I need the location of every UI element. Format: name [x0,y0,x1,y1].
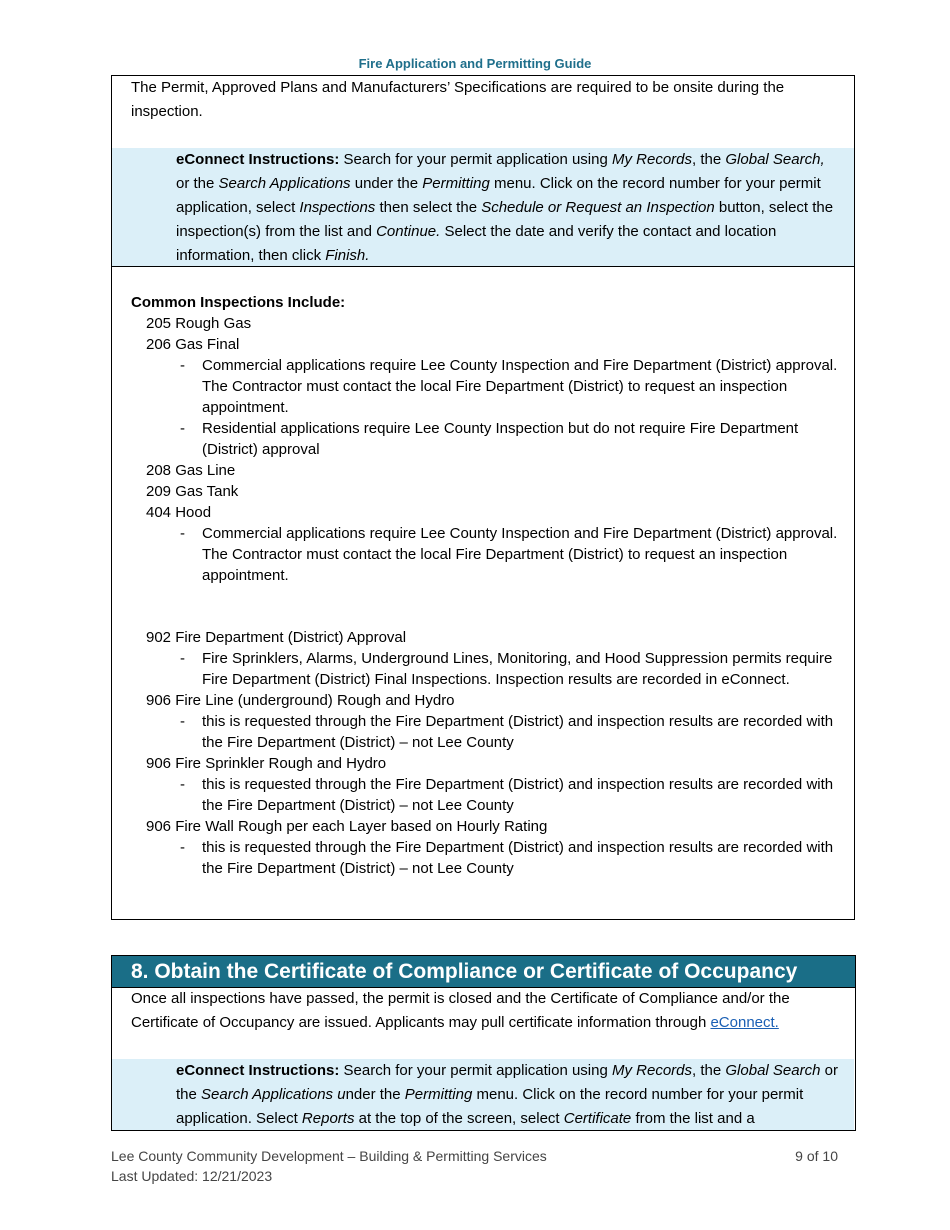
section-8-heading: 8. Obtain the Certificate of Compliance or Certificate of Occupancy [111,955,856,988]
inspection-box [111,75,855,920]
inspection-note: - Fire Sprinklers, Alarms, Underground Lines, Monitoring, and Hood Suppression permits require Fire Department (District) Final Inspections. Inspection results are recorded in eConnect. [180,650,833,688]
certificate-paragraph: Once all inspections have passed, the permit is closed and the Certificate of Compliance and/or the Certificate of Occupancy are issued. Applicants may pull certificate information through eConnect. [131,990,790,1031]
footer-org: Lee County Community Development – Building & Permitting Services [111,1148,547,1164]
econnect-instructions: eConnect Instructions: Search for your permit application using My Records, the Global Search or the Search Applications under the Permitting menu. Click on the record number for your permit application. Select Reports at the top of the screen, select Certificate from the list and a [112,1059,854,1130]
certificate-box [111,987,856,1131]
inspection-item: 902 Fire Department (District) Approval [146,629,407,646]
page-footer [111,1146,838,1186]
inspection-note: - Residential applications require Lee County Inspection but do not require Fire Department (District) approval [180,420,799,458]
inspection-note: - Commercial applications require Lee County Inspection and Fire Department (District) approval. The Contractor must contact the local Fire Department (District) to request an inspection appointment. [180,525,838,584]
inspection-item: 206 Gas Final [146,336,240,353]
inspection-note: - this is requested through the Fire Department (District) and inspection results are recorded with the Fire Department (District) – not Lee County [180,713,834,751]
running-header: Fire Application and Permitting Guide [358,56,592,71]
inspection-item: 906 Fire Wall Rough per each Layer based on Hourly Rating [146,818,548,835]
inspection-item: 208 Gas Line [146,462,236,479]
inspection-item: 209 Gas Tank [146,483,239,500]
inspection-note: - this is requested through the Fire Department (District) and inspection results are recorded with the Fire Department (District) – not Lee County [180,839,834,877]
inspection-item: 205 Rough Gas [146,315,252,332]
intro-paragraph: The Permit, Approved Plans and Manufacturers’ Specifications are required to be onsite during the inspection. [131,79,785,120]
inspection-note: - Commercial applications require Lee County Inspection and Fire Department (District) approval. The Contractor must contact the local Fire Department (District) to request an inspection appointment. [180,357,838,416]
common-inspections-title: Common Inspections Include: [131,294,346,311]
inspection-item: 906 Fire Line (underground) Rough and Hydro [146,692,455,709]
inspection-item: 404 Hood [146,504,212,521]
econnect-instructions: eConnect Instructions: Search for your permit application using My Records, the Global Search, or the Search Applications under the Permitting menu. Click on the record number for your permit application, select Inspections then select the Schedule or Request an Inspection button, select the inspection(s) from the list and Continue. Select the date and verify the contact and location information, then click Finish. [112,148,854,267]
inspection-note: - this is requested through the Fire Department (District) and inspection results are recorded with the Fire Department (District) – not Lee County [180,776,834,814]
inspection-item: 906 Fire Sprinkler Rough and Hydro [146,755,387,772]
page-number: 9 of 10 [795,1148,838,1164]
econnect-link[interactable]: eConnect. [710,1014,779,1031]
footer-updated: Last Updated: 12/21/2023 [111,1168,273,1184]
common-inspections [131,292,846,879]
